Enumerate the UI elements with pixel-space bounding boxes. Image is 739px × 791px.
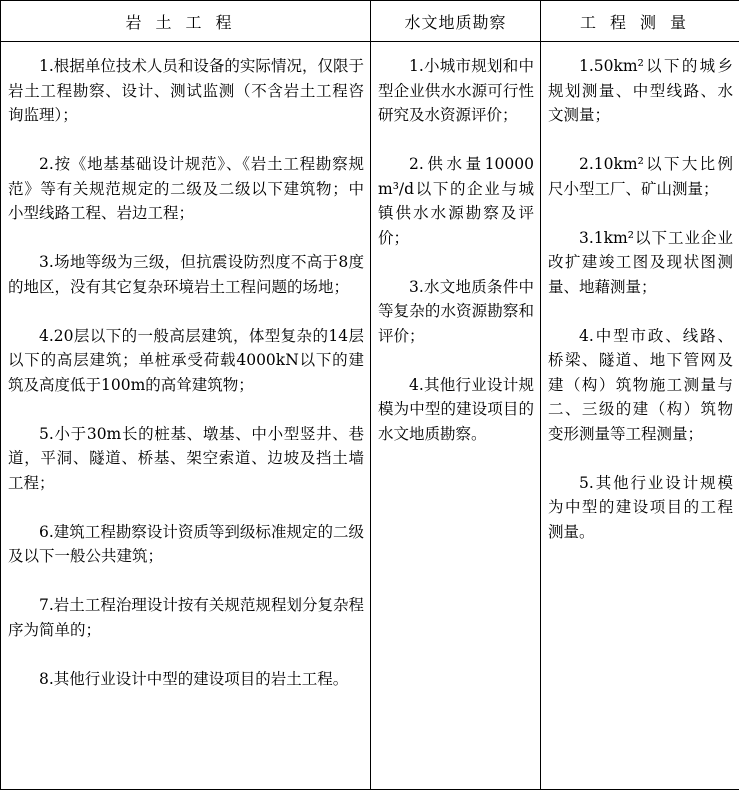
survey-item: 5.其他行业设计规模为中型的建设项目的工程测量。 [548, 473, 733, 541]
content-row [1, 42, 739, 790]
geotech-item: 4.20层以下的一般高层建筑，体型复杂的14层以下的高层建筑；单桩承受荷载4000kN以下的建筑及高度低于100m的高耸建筑物； [8, 326, 364, 394]
hydro-item: 4.其他行业设计规模为中型的建设项目的水文地质勘察。 [378, 375, 534, 443]
geotech-item: 2.按《地基基础设计规范》、《岩土工程勘察规范》等有关规范规定的二级及二级以下建筑物；中小型线路工程、岩边工程； [8, 155, 364, 222]
survey-cell [541, 42, 739, 790]
hydrogeology-cell [371, 42, 541, 790]
geotech-cell [1, 42, 371, 790]
geotech-item: 3.场地等级为三级，但抗震设防烈度不高于8度的地区，没有其它复杂环境岩土工程问题的场地； [8, 253, 364, 296]
header-geotech: 岩土工程 [1, 1, 371, 42]
geotech-item: 6.建筑工程勘察设计资质等到级标准规定的二级及以下一般公共建筑； [8, 522, 364, 565]
hydro-item: 2.供水量10000 m³/d以下的企业与城镇供水水源勘察及评价； [378, 155, 534, 247]
header-hydrogeology: 水文地质勘察 [371, 1, 541, 42]
geotech-item: 1.根据单位技术人员和设备的实际情况，仅限于岩土工程勘察、设计、测试监测（不含岩土工程咨询监理）； [8, 57, 364, 124]
hydro-item: 3.水文地质条件中等复杂的水资源勘察和评价； [378, 277, 534, 345]
survey-item: 1.50km²以下的城乡规划测量、中型线路、水文测量； [548, 57, 733, 124]
survey-item: 3.1km²以下工业企业改扩建竣工图及现状图测量、地藉测量； [548, 228, 733, 296]
survey-item: 2.10km²以下大比例尺小型工厂、矿山测量； [548, 155, 733, 198]
header-survey: 工程测量 [541, 1, 739, 42]
survey-item: 4.中型市政、线路、桥梁、隧道、地下管网及建（构）筑物施工测量与二、三级的建（构）筑物变形测量等工程测量； [548, 326, 733, 443]
header-row [1, 1, 739, 42]
geotech-item: 8.其他行业设计中型的建设项目的岩土工程。 [39, 669, 349, 688]
geotech-item: 7.岩土工程治理设计按有关规范规程划分复杂程序为简单的； [8, 596, 364, 639]
geotech-item: 5.小于30m长的桩基、墩基、中小型竖井、巷道，平洞、隧道、桥基、架空索道、边坡及挡土墙工程； [8, 424, 364, 492]
hydro-item: 1.小城市规划和中型企业供水水源可行性研究及水资源评价； [378, 57, 534, 124]
